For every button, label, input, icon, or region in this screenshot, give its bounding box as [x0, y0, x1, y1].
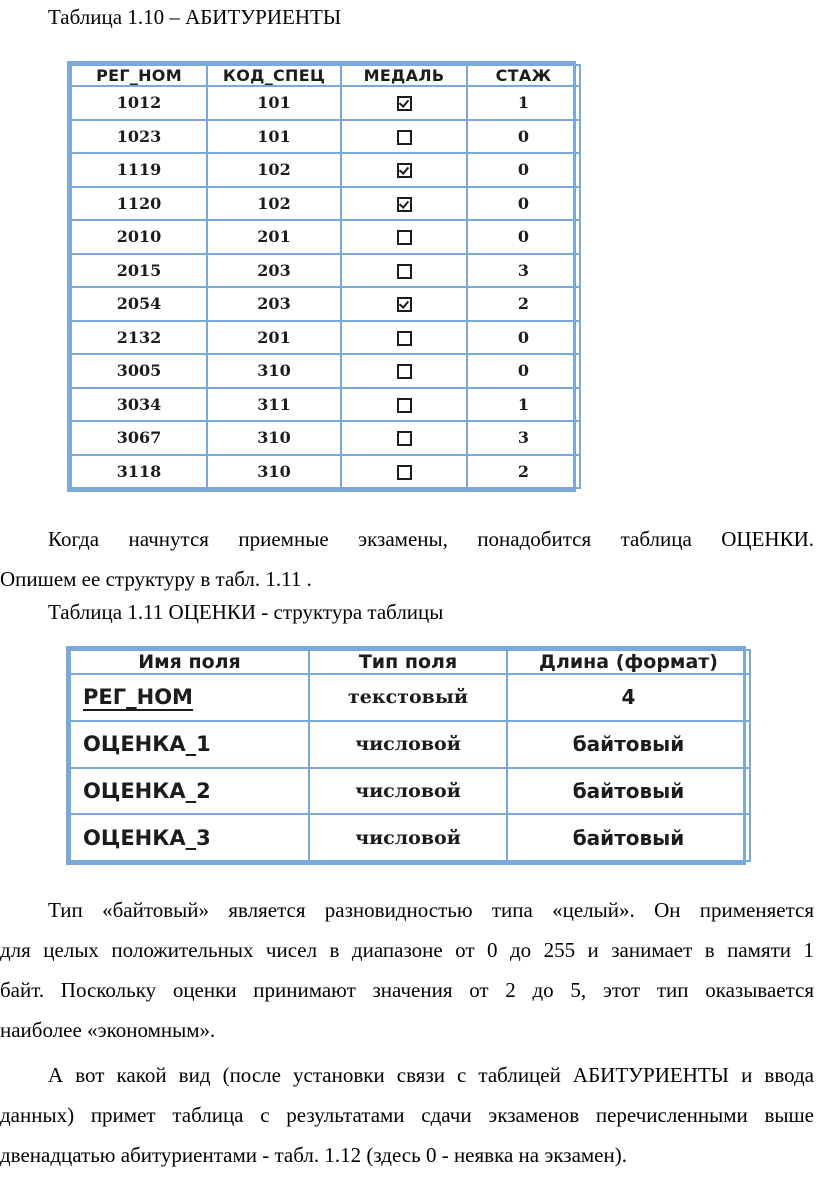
- cell-spec-code: 101: [207, 86, 341, 120]
- checked-checkbox-icon: [397, 297, 412, 312]
- cell-medal: [341, 287, 467, 321]
- cell-spec-code: 203: [207, 254, 341, 288]
- cell-reg-num: 3067: [71, 421, 207, 455]
- table-header-row: [70, 650, 750, 674]
- cell-spec-code: 310: [207, 455, 341, 489]
- cell-field-type: числовой: [309, 814, 507, 861]
- column-header-field-name: Имя поля: [70, 650, 309, 674]
- cell-field-length: байтовый: [507, 814, 750, 861]
- column-header-length: Длина (формат): [507, 650, 750, 674]
- paragraph-3-line-3: двенадцатью абитуриентами - табл. 1.12 (здесь 0 - неявка на экзамен).: [0, 1143, 627, 1167]
- cell-field-type: числовой: [309, 721, 507, 768]
- cell-medal: [341, 86, 467, 120]
- unchecked-checkbox-icon: [397, 364, 412, 379]
- paragraph-2-line-1: Тип «байтовый» является разновидностью типа «целый». Он применяется: [48, 898, 814, 922]
- cell-spec-code: 311: [207, 388, 341, 422]
- table-row: [70, 721, 750, 768]
- cell-field-length: байтовый: [507, 768, 750, 815]
- cell-spec-code: 102: [207, 153, 341, 187]
- cell-experience: 1: [467, 388, 580, 422]
- checked-checkbox-icon: [397, 163, 412, 178]
- unchecked-checkbox-icon: [397, 431, 412, 446]
- table-row: [70, 674, 750, 721]
- cell-field-name: [70, 768, 309, 815]
- checked-checkbox-icon: [397, 197, 412, 212]
- cell-medal: [341, 388, 467, 422]
- table-row: [71, 220, 580, 254]
- cell-spec-code: 201: [207, 321, 341, 355]
- cell-field-type: числовой: [309, 768, 507, 815]
- cell-medal: [341, 153, 467, 187]
- table-row: [71, 388, 580, 422]
- paragraph-1: [0, 519, 816, 599]
- cell-experience: 0: [467, 220, 580, 254]
- unchecked-checkbox-icon: [397, 465, 412, 480]
- cell-experience: 0: [467, 120, 580, 154]
- column-header-experience: СТАЖ: [467, 65, 580, 86]
- table-row: [71, 421, 580, 455]
- applicants-table: [67, 61, 576, 492]
- cell-spec-code: 310: [207, 354, 341, 388]
- paragraph-3: [0, 1055, 816, 1175]
- cell-reg-num: 2132: [71, 321, 207, 355]
- paragraph-2-line-3: байт. Поскольку оценки принимают значения от 2 до 5, этот тип оказывается: [0, 978, 814, 1002]
- cell-medal: [341, 120, 467, 154]
- cell-field-length: байтовый: [507, 721, 750, 768]
- cell-field-name: [70, 674, 309, 721]
- cell-experience: 0: [467, 153, 580, 187]
- field-name-text: ОЦЕНКА_2: [83, 778, 211, 803]
- cell-experience: 2: [467, 287, 580, 321]
- paragraph-1-line-1: Когда начнутся приемные экзамены, понадобится таблица ОЦЕНКИ.: [48, 527, 814, 551]
- cell-spec-code: 310: [207, 421, 341, 455]
- unchecked-checkbox-icon: [397, 230, 412, 245]
- cell-spec-code: 102: [207, 187, 341, 221]
- table-row: [71, 153, 580, 187]
- cell-field-name: [70, 814, 309, 861]
- cell-experience: 0: [467, 187, 580, 221]
- table-row: [70, 768, 750, 815]
- cell-medal: [341, 321, 467, 355]
- unchecked-checkbox-icon: [397, 398, 412, 413]
- cell-reg-num: 2010: [71, 220, 207, 254]
- cell-reg-num: 3034: [71, 388, 207, 422]
- table-row: [70, 814, 750, 861]
- cell-reg-num: 1120: [71, 187, 207, 221]
- cell-medal: [341, 220, 467, 254]
- table-header-row: [71, 65, 580, 86]
- table-row: [71, 321, 580, 355]
- field-name-text: ОЦЕНКА_1: [83, 732, 211, 757]
- cell-reg-num: 3005: [71, 354, 207, 388]
- cell-experience: 3: [467, 254, 580, 288]
- table-row: [71, 86, 580, 120]
- column-header-field-type: Тип поля: [309, 650, 507, 674]
- table-row: [71, 187, 580, 221]
- paragraph-2-line-2: для целых положительных чисел в диапазоне от 0 до 255 и занимает в памяти 1: [0, 938, 814, 962]
- cell-medal: [341, 254, 467, 288]
- paragraph-3-line-2: данных) примет таблица с результатами сдачи экзаменов перечисленными выше: [0, 1103, 814, 1127]
- table-row: [71, 254, 580, 288]
- grades-structure-table: [66, 646, 746, 865]
- unchecked-checkbox-icon: [397, 331, 412, 346]
- table-row: [71, 120, 580, 154]
- table-1-10-caption: Таблица 1.10 – АБИТУРИЕНТЫ: [48, 5, 342, 29]
- cell-field-length: 4: [507, 674, 750, 721]
- table-1-11-caption: Таблица 1.11 ОЦЕНКИ - структура таблицы: [48, 600, 444, 624]
- cell-reg-num: 1012: [71, 86, 207, 120]
- cell-medal: [341, 421, 467, 455]
- cell-reg-num: 1119: [71, 153, 207, 187]
- unchecked-checkbox-icon: [397, 130, 412, 145]
- cell-reg-num: 3118: [71, 455, 207, 489]
- paragraph-2: [0, 890, 816, 1050]
- cell-experience: 0: [467, 321, 580, 355]
- table-row: [71, 455, 580, 489]
- cell-experience: 0: [467, 354, 580, 388]
- cell-experience: 1: [467, 86, 580, 120]
- cell-spec-code: 201: [207, 220, 341, 254]
- cell-medal: [341, 354, 467, 388]
- column-header-medal: МЕДАЛЬ: [341, 65, 467, 86]
- cell-reg-num: 2054: [71, 287, 207, 321]
- paragraph-3-line-1: А вот какой вид (после установки связи с таблицей АБИТУРИЕНТЫ и ввода: [48, 1063, 814, 1087]
- field-name-text: ОЦЕНКА_3: [83, 825, 211, 850]
- cell-reg-num: 2015: [71, 254, 207, 288]
- field-name-text: РЕГ_НОМ: [83, 685, 193, 710]
- cell-field-type: текстовый: [309, 674, 507, 721]
- cell-medal: [341, 187, 467, 221]
- cell-spec-code: 101: [207, 120, 341, 154]
- column-header-reg-num: РЕГ_НОМ: [71, 65, 207, 86]
- cell-experience: 2: [467, 455, 580, 489]
- paragraph-2-line-4: наиболее «экономным».: [0, 1018, 216, 1042]
- cell-experience: 3: [467, 421, 580, 455]
- checked-checkbox-icon: [397, 96, 412, 111]
- paragraph-1-line-2: Опишем ее структуру в табл. 1.11 .: [0, 567, 312, 591]
- cell-spec-code: 203: [207, 287, 341, 321]
- cell-medal: [341, 455, 467, 489]
- table-row: [71, 287, 580, 321]
- table-row: [71, 354, 580, 388]
- column-header-spec-code: КОД_СПЕЦ: [207, 65, 341, 86]
- cell-field-name: [70, 721, 309, 768]
- cell-reg-num: 1023: [71, 120, 207, 154]
- unchecked-checkbox-icon: [397, 264, 412, 279]
